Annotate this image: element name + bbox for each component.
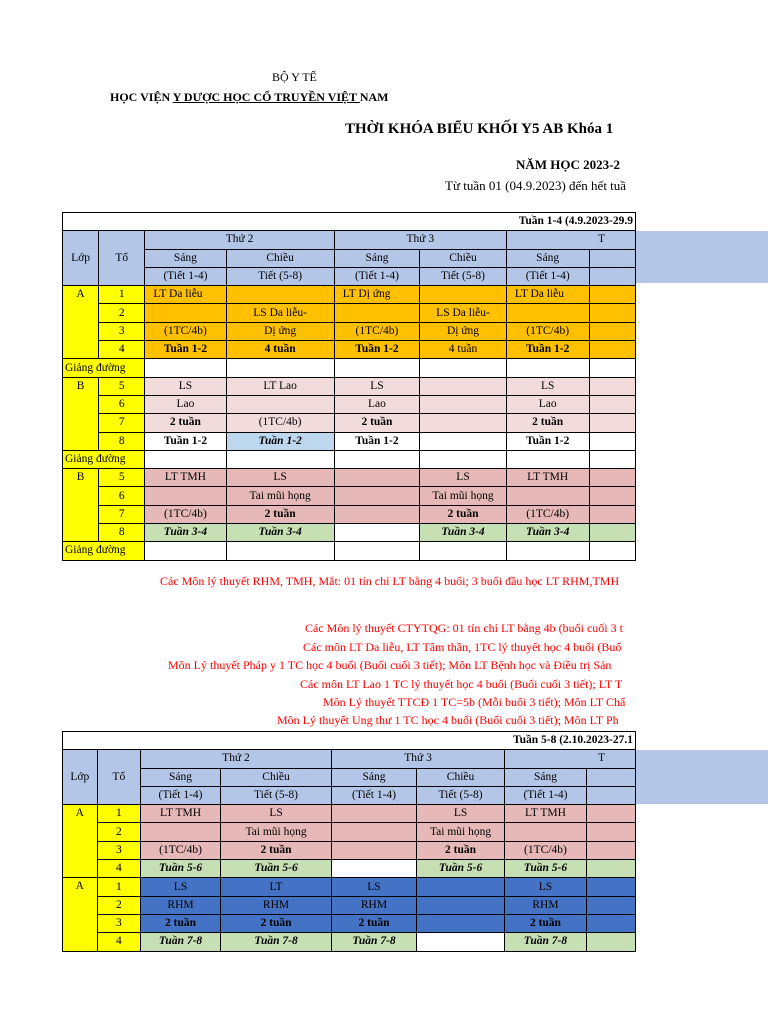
cell: 2 tuần (226, 505, 334, 523)
cell (226, 395, 334, 413)
tiet-label: (Tiết 1-4) (145, 267, 226, 285)
cell (420, 450, 507, 468)
cell (416, 896, 504, 914)
cell: Tuần 5-6 (221, 860, 332, 878)
cell: LT Da liễu (145, 286, 226, 304)
cell (332, 805, 417, 823)
note-7: Môn Lý thuyết Ung thư 1 TC học 4 buổi (Buổi cuối 3 tiết); Môn LT Ph (277, 713, 619, 727)
cell (586, 823, 635, 841)
cell: Tuần 3-4 (420, 524, 507, 542)
day-thu2: Thứ 2 (145, 231, 334, 249)
cell (145, 542, 226, 560)
cell (589, 414, 635, 432)
empty-cell (589, 267, 635, 285)
cell (334, 487, 419, 505)
cell (145, 359, 226, 377)
cell: Tai mũi họng (416, 823, 504, 841)
group-cell: 4 (97, 860, 140, 878)
chieu-label: Chiều (420, 249, 507, 267)
tiet-label: (Tiết 1-4) (332, 786, 417, 804)
cell: Tuần 3-4 (145, 524, 226, 542)
cell (589, 469, 635, 487)
cell: 2 tuần (221, 841, 332, 859)
timetable-weeks-5-8 (62, 731, 636, 952)
header-band-right (636, 750, 768, 804)
cell: Tuần 5-6 (416, 860, 504, 878)
cell (589, 359, 635, 377)
day-thu2: Thứ 2 (140, 750, 331, 768)
cell (589, 322, 635, 340)
cell (332, 823, 417, 841)
cell (145, 487, 226, 505)
cell: LS (505, 878, 587, 896)
academy-prefix: HỌC VIỆN (110, 90, 173, 104)
cell: 2 tuần (145, 414, 226, 432)
cell (332, 841, 417, 859)
group-cell: 4 (97, 933, 140, 951)
cell (589, 450, 635, 468)
cell: Tuần 1-2 (334, 341, 419, 359)
cell (586, 896, 635, 914)
academy-suffix: NAM (359, 90, 389, 104)
cell: 2 tuần (505, 914, 587, 932)
cell (416, 933, 504, 951)
cell (589, 286, 635, 304)
group-cell: 6 (99, 395, 145, 413)
cell (334, 304, 419, 322)
tiet-label: (Tiết 1-4) (506, 267, 589, 285)
cell (420, 414, 507, 432)
cell: 4 tuần (226, 341, 334, 359)
cell: LS (140, 878, 220, 896)
cell: 2 tuần (334, 414, 419, 432)
cell: LS (416, 805, 504, 823)
cell: Tai mũi họng (226, 487, 334, 505)
cell (586, 841, 635, 859)
cell: LS (332, 878, 417, 896)
group-cell: 2 (97, 823, 140, 841)
group-cell: 8 (99, 432, 145, 450)
cell: LT TMH (505, 805, 587, 823)
cell (506, 450, 589, 468)
cell (586, 805, 635, 823)
tiet-label: (Tiết 1-4) (505, 786, 587, 804)
note-1: Các Môn lý thuyết RHM, TMH, Mắt: 01 tín chỉ LT bằng 4 buổi; 3 buổi đầu học LT RHM,TMH (160, 574, 620, 588)
cell (420, 542, 507, 560)
cell: 2 tuần (140, 914, 220, 932)
note-5: Các môn LT Lao 1 TC lý thuyết học 4 buổi (Buổi cuối 3 tiết); LT T (300, 677, 623, 691)
cell (589, 304, 635, 322)
cell: 2 tuần (221, 914, 332, 932)
day-thu4: T (505, 750, 636, 768)
cell: (1TC/4b) (140, 841, 220, 859)
cell: Tuần 5-6 (505, 860, 587, 878)
cell: Tai mũi họng (420, 487, 507, 505)
group-cell: 3 (97, 914, 140, 932)
cell: Tuần 1-2 (226, 432, 334, 450)
cell: Tuần 1-2 (506, 432, 589, 450)
col-lop: Lớp (63, 750, 98, 805)
cell (506, 359, 589, 377)
cell (334, 505, 419, 523)
cell (334, 450, 419, 468)
cell: (1TC/4b) (226, 414, 334, 432)
cell: LT TMH (506, 469, 589, 487)
cell: LS (334, 377, 419, 395)
cell: (1TC/4b) (506, 322, 589, 340)
note-3: Các môn LT Da liễu, LT Tâm thần, 1TC lý thuyết học 4 buổi (Buổ (303, 640, 622, 654)
cell (416, 878, 504, 896)
date-range: Từ tuần 01 (04.9.2023) đến hết tuầ (445, 178, 627, 193)
cell (334, 524, 419, 542)
cell: Tuần 7-8 (140, 933, 220, 951)
group-cell: 5 (99, 469, 145, 487)
week-label: Tuần 1-4 (4.9.2023-29.9 (518, 215, 633, 228)
cell: (1TC/4b) (506, 505, 589, 523)
cell (226, 542, 334, 560)
cell (145, 304, 226, 322)
cell (420, 432, 507, 450)
cell: Tuần 1-2 (334, 432, 419, 450)
group-cell: 4 (99, 341, 145, 359)
cell: RHM (505, 896, 587, 914)
cell: (1TC/4b) (334, 322, 419, 340)
cell (226, 359, 334, 377)
cell: LT Lao (226, 377, 334, 395)
cell (589, 524, 635, 542)
cell (226, 286, 334, 304)
cell: Lao (334, 395, 419, 413)
cell (140, 823, 220, 841)
week-label: Tuần 5-8 (2.10.2023-27.1 (512, 734, 633, 747)
cell: LS (221, 805, 332, 823)
cell: Tai mũi họng (221, 823, 332, 841)
cell: Tuần 1-2 (506, 341, 589, 359)
tiet-label: Tiết (5-8) (416, 786, 504, 804)
cell (589, 432, 635, 450)
day-thu3: Thứ 3 (334, 231, 506, 249)
page-title: THỜI KHÓA BIỂU KHỐI Y5 AB Khóa 1 (345, 121, 614, 137)
cell: Tuần 3-4 (226, 524, 334, 542)
class-cell: B (63, 377, 99, 450)
cell (586, 860, 635, 878)
class-cell: B (63, 469, 99, 542)
sang-label: Sáng (140, 768, 220, 786)
cell (506, 487, 589, 505)
header-band-right (636, 231, 768, 283)
group-cell: 1 (97, 878, 140, 896)
cell: LT Dị ứng (334, 286, 419, 304)
cell (334, 469, 419, 487)
sang-label: Sáng (506, 249, 589, 267)
cell (226, 450, 334, 468)
day-thu3: Thứ 3 (332, 750, 505, 768)
note-2: Các Môn lý thuyết CTYTQG: 01 tín chỉ LT bằng 4b (buổi cuối 3 t (305, 621, 623, 635)
group-cell: 3 (99, 322, 145, 340)
tiet-label: Tiết (5-8) (221, 786, 332, 804)
cell: (1TC/4b) (505, 841, 587, 859)
sang-label: Sáng (505, 768, 587, 786)
cell: LS (145, 377, 226, 395)
cell: Tuần 7-8 (505, 933, 587, 951)
class-cell: A (63, 805, 98, 878)
cell (586, 933, 635, 951)
cell: Tuần 3-4 (506, 524, 589, 542)
cell (589, 395, 635, 413)
cell: Dị ứng (420, 322, 507, 340)
cell (589, 341, 635, 359)
cell: LS (226, 469, 334, 487)
group-cell: 8 (99, 524, 145, 542)
academy-underlined: Y DƯỢC HỌC CỔ TRUYỀN VIỆT (172, 90, 360, 104)
cell (589, 487, 635, 505)
tiet-label: (Tiết 1-4) (334, 267, 419, 285)
cell: Tuần 1-2 (145, 341, 226, 359)
cell (586, 878, 635, 896)
cell: LT (221, 878, 332, 896)
cell: LS (506, 377, 589, 395)
giang-duong-label: Giảng đường (63, 359, 145, 377)
giang-duong-label: Giảng đường (63, 450, 145, 468)
cell (589, 377, 635, 395)
cell: Lao (145, 395, 226, 413)
cell (505, 823, 587, 841)
note-4: Môn Lý thuyết Pháp y 1 TC học 4 buổi (Buổi cuối 3 tiết); Môn LT Bệnh học và Điều trị Sản (168, 658, 612, 672)
tiet-label: Tiết (5-8) (420, 267, 507, 285)
week-header (63, 213, 636, 231)
day-thu4: T (506, 231, 635, 249)
cell (145, 450, 226, 468)
class-cell: A (63, 286, 99, 359)
tiet-label: Tiết (5-8) (226, 267, 334, 285)
sang-label: Sáng (332, 768, 417, 786)
empty-cell (586, 786, 635, 804)
cell: (1TC/4b) (145, 505, 226, 523)
empty-cell (589, 249, 635, 267)
group-cell: 2 (97, 896, 140, 914)
cell: Dị ứng (226, 322, 334, 340)
group-cell: 7 (99, 505, 145, 523)
school-year: NĂM HỌC 2023-2 (516, 157, 620, 172)
group-cell: 7 (99, 414, 145, 432)
cell: LT TMH (145, 469, 226, 487)
group-cell: 3 (97, 841, 140, 859)
cell: LS Da liễu- (420, 304, 507, 322)
cell (420, 359, 507, 377)
cell: RHM (140, 896, 220, 914)
tiet-label: (Tiết 1-4) (140, 786, 220, 804)
cell (420, 286, 507, 304)
cell: RHM (332, 896, 417, 914)
cell: Tuần 7-8 (332, 933, 417, 951)
class-cell: A (63, 878, 98, 951)
cell (506, 542, 589, 560)
cell: 2 tuần (332, 914, 417, 932)
giang-duong-label: Giảng đường (63, 542, 145, 560)
chieu-label: Chiều (221, 768, 332, 786)
cell: (1TC/4b) (145, 322, 226, 340)
cell (334, 542, 419, 560)
cell (586, 914, 635, 932)
cell: Tuần 7-8 (221, 933, 332, 951)
sang-label: Sáng (145, 249, 226, 267)
cell (420, 377, 507, 395)
cell (334, 359, 419, 377)
cell: 2 tuần (420, 505, 507, 523)
note-6: Môn Lý thuyết TTCĐ 1 TC=5b (Mỗi buổi 3 tiết); Môn LT Chẩ (323, 695, 626, 709)
cell: LS (420, 469, 507, 487)
group-cell: 1 (99, 286, 145, 304)
cell (506, 304, 589, 322)
cell (332, 860, 417, 878)
cell: 2 tuần (506, 414, 589, 432)
cell (416, 914, 504, 932)
cell: 4 tuần (420, 341, 507, 359)
col-to: Tổ (99, 231, 145, 286)
cell (420, 395, 507, 413)
cell: Tuần 5-6 (140, 860, 220, 878)
cell: LT Da liễu (506, 286, 589, 304)
chieu-label: Chiều (226, 249, 334, 267)
col-to: Tổ (97, 750, 140, 805)
cell: Lao (506, 395, 589, 413)
cell: 2 tuần (416, 841, 504, 859)
group-cell: 1 (97, 805, 140, 823)
chieu-label: Chiều (416, 768, 504, 786)
sang-label: Sáng (334, 249, 419, 267)
group-cell: 6 (99, 487, 145, 505)
col-lop: Lớp (63, 231, 99, 286)
group-cell: 2 (99, 304, 145, 322)
group-cell: 5 (99, 377, 145, 395)
timetable-weeks-1-4 (62, 212, 636, 561)
cell (589, 542, 635, 560)
cell (589, 505, 635, 523)
cell: Tuần 1-2 (145, 432, 226, 450)
cell: LS Da liễu- (226, 304, 334, 322)
empty-cell (586, 768, 635, 786)
cell: RHM (221, 896, 332, 914)
week-header (63, 732, 636, 750)
ministry-label: BỘ Y TẾ (272, 70, 317, 84)
cell: LT TMH (140, 805, 220, 823)
